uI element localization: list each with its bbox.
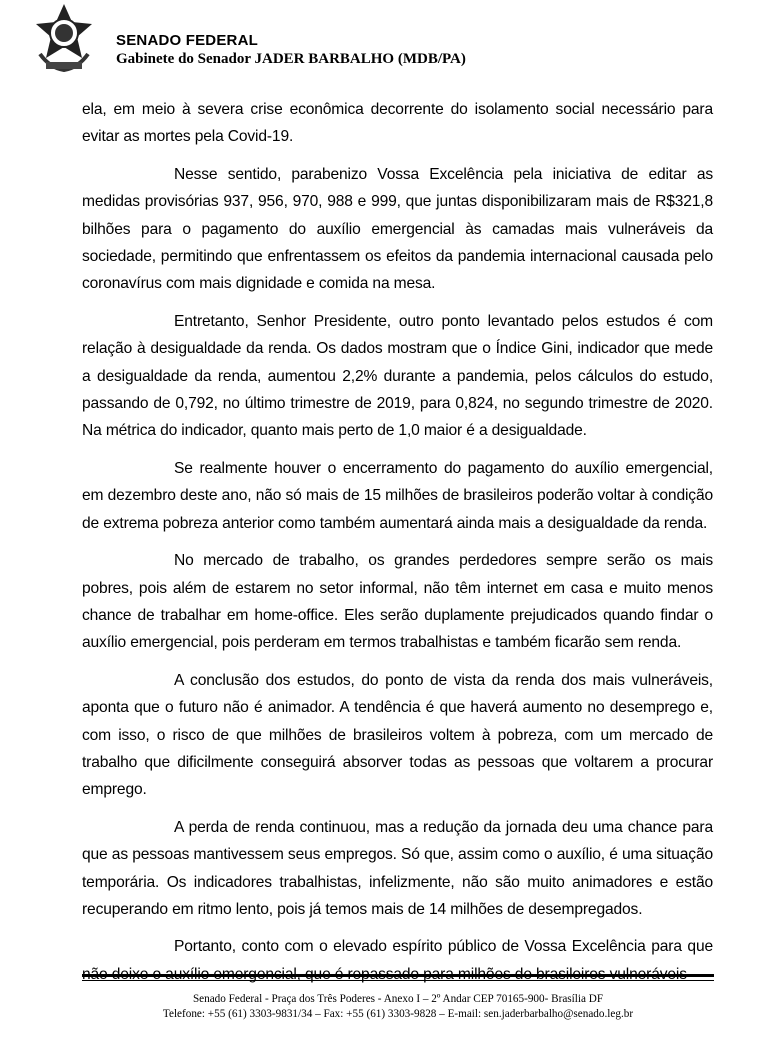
footer-contact: Telefone: +55 (61) 3303-9831/34 – Fax: +55 (61) 3303-9828 – E-mail: sen.jaderbarbalho@senado.leg.br (162, 1008, 634, 1020)
coat-of-arms-icon (32, 2, 96, 74)
office-name (116, 51, 466, 68)
footer-address: Senado Federal - Praça dos Três Poderes - Anexo I – 2º Andar CEP 70165-900- Brasília DF (192, 993, 604, 1005)
paragraph: Portanto, conto com o elevado espírito público de Vossa Excelência para que (174, 938, 713, 956)
paragraph: Nesse sentido, parabenizo Vossa Excelência pela iniciativa de editar as medidas provisórias 937, 956, 970, 988 e 999, que juntas disponibilizaram mais de R$321,8 bilhões para o pagamento do auxílio emergencial às camadas mais vulneráveis da sociedade, permitindo que enfrentassem os efeitos da pandemia internacional causada pelo coronavírus com mais dignidade e comida na mesa. (82, 165, 713, 293)
organization-name: SENADO FEDERAL (116, 32, 258, 49)
paragraph: ela, em meio à severa crise econômica decorrente do isolamento social necessário para evitar as mortes pela Covid-19. (82, 101, 713, 146)
document-body (82, 96, 713, 998)
paragraph: A conclusão dos estudos, do ponto de vista da renda dos mais vulneráveis, aponta que o futuro não é animador. A tendência é que haverá aumento no desemprego e, com isso, o risco de que milhões de brasileiros voltem à pobreza, com um mercado de trabalho que dificilmente conseguirá absorver todas as pessoas que voltarem a procurar emprego. (82, 671, 713, 799)
footer (82, 992, 714, 1022)
footer-divider-thin (82, 980, 714, 981)
paragraph: A perda de renda continuou, mas a redução da jornada deu uma chance para que as pessoas mantivessem seus empregos. Só que, assim como o auxílio, é uma situação temporária. Os indicadores trabalhistas, infelizmente, não são muito animadores e estão recuperando em ritmo lento, pois já temos mais de 14 milhões de desempregados. (82, 818, 713, 918)
paragraph: Se realmente houver o encerramento do pagamento do auxílio emergencial, em dezembro deste ano, não só mais de 15 milhões de brasileiros poderão voltar à condição de extrema pobreza anterior como também aumentará ainda mais a desigualdade da renda. (82, 459, 713, 532)
paragraph: Entretanto, Senhor Presidente, outro ponto levantado pelos estudos é com relação à desigualdade da renda. Os dados mostram que o Índice Gini, indicador que mede a desigualdade da renda, aumentou 2,2% durante a pandemia, pelos cálculos do estudo, passando de 0,792, no último trimestre de 2019, para 0,824, no segundo trimestre de 2020. Na métrica do indicador, quanto mais perto de 1,0 maior é a desigualdade. (82, 312, 713, 440)
footer-divider (82, 974, 714, 977)
senator-name: JADER BARBALHO (MDB/PA) (254, 51, 466, 67)
office-prefix: Gabinete do Senador (116, 51, 255, 67)
paragraph: No mercado de trabalho, os grandes perdedores sempre serão os mais pobres, pois além de estarem no setor informal, não têm internet em casa e muito menos chance de trabalhar em home-office. Eles serão duplamente prejudicados quando findar o auxílio emergencial, pois perderam em termos trabalhistas e também ficarão sem renda. (82, 552, 713, 652)
